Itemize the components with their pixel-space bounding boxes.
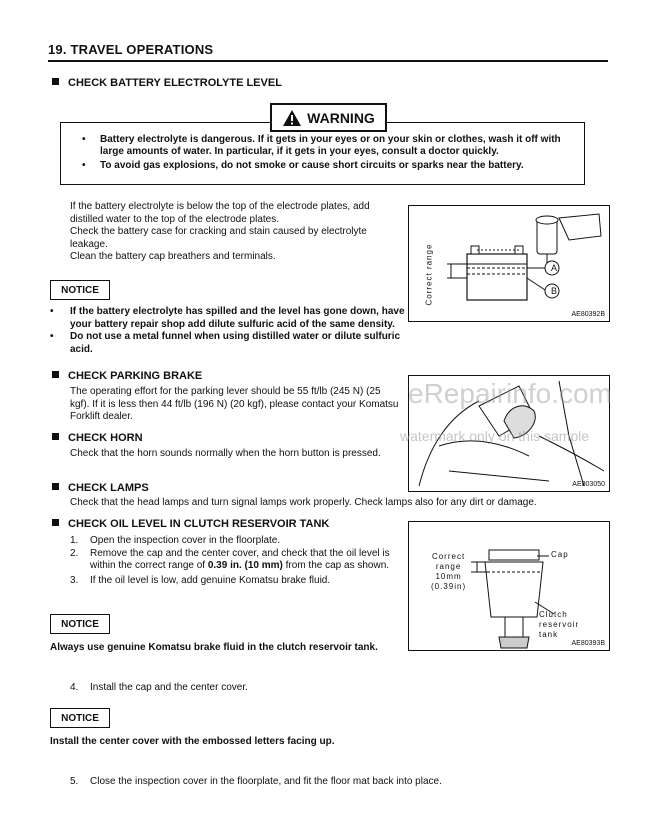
step-item: 1. Open the inspection cover in the floorplate.	[70, 535, 281, 546]
step-item: 2. Remove the cap and the center cover, and check that the oil level is within the correct range of 0.39 in. (10 mm) from the cap as shown.	[70, 547, 390, 571]
warning-label	[270, 103, 387, 132]
step-item: 5. Close the inspection cover in the floorplate, and fit the floor mat back into place.	[70, 775, 442, 787]
square-bullet-icon	[52, 519, 59, 526]
notice-item: • If the battery electrolyte has spilled and the level has gone down, have your battery repair shop add dilute sulfuric acid of the same density.	[50, 306, 405, 330]
notice-label: NOTICE	[50, 280, 110, 300]
square-bullet-icon	[52, 483, 59, 490]
heading-clutch-text: CHECK OIL LEVEL IN CLUTCH RESERVOIR TANK	[68, 518, 330, 530]
heading-clutch	[52, 518, 329, 530]
step-item: 4. Install the cap and the center cover.	[70, 682, 248, 693]
heading-parking-text: CHECK PARKING BRAKE	[68, 370, 203, 382]
paragraph: If the battery electrolyte is below the top of the electrode plates, add distilled water to the top of the electrode plates.	[70, 201, 370, 225]
notice-text: Always use genuine Komatsu brake fluid in the clutch reservoir tank.	[50, 642, 378, 653]
battery-illustration	[409, 206, 609, 321]
parking-text: The operating effort for the parking lever should be 55 ft/lb (245 N) (25 kgf). If it is less then 44 ft/lb (196 N) (20 kgf), please contact your Komatsu Forklift dealer.	[70, 386, 399, 422]
heading-battery-text: CHECK BATTERY ELECTROLYTE LEVEL	[68, 77, 282, 89]
lamps-text: Check that the head lamps and turn signal lamps work properly. Check lamps also for any dirt or damage.	[70, 497, 537, 508]
figure-code: AE80393B	[571, 640, 605, 647]
battery-figure	[408, 205, 610, 322]
watermark-main: eRepairinfo.com	[408, 378, 612, 409]
tank-label: Clutch reservoir tank	[539, 610, 580, 639]
warning-list	[82, 134, 578, 174]
correct-range-label: Correct range 10mm (0.39in)	[431, 552, 467, 591]
battery-notice-list	[50, 306, 405, 356]
warning-item: • To avoid gas explosions, do not smoke or cause short circuits or sparks near the battery.	[82, 160, 578, 172]
figure-code: AE803050	[572, 481, 605, 488]
notice-label: NOTICE	[50, 708, 110, 728]
heading-battery	[52, 77, 282, 89]
notice-text: Install the center cover with the embossed letters facing up.	[50, 736, 335, 747]
clutch-steps	[70, 535, 402, 587]
heading-parking	[52, 370, 202, 382]
heading-lamps-text: CHECK LAMPS	[68, 482, 149, 494]
warning-triangle-icon	[282, 109, 302, 127]
heading-lamps	[52, 482, 149, 494]
callout-b: B	[551, 286, 558, 296]
heading-horn	[52, 432, 143, 444]
warning-label-text: WARNING	[307, 109, 375, 126]
step-item: 3. If the oil level is low, add genuine Komatsu brake fluid.	[70, 574, 331, 586]
cap-label: Cap	[551, 550, 569, 559]
section-title: 19. TRAVEL OPERATIONS	[48, 42, 214, 57]
paragraph: Clean the battery cap breathers and terminals.	[70, 251, 276, 262]
callout-a: A	[551, 263, 558, 273]
square-bullet-icon	[52, 78, 59, 85]
clutch-figure	[408, 521, 610, 651]
battery-paragraphs	[70, 201, 402, 264]
watermark-sub: watermark only on this sample	[400, 428, 590, 444]
square-bullet-icon	[52, 371, 59, 378]
notice-label: NOTICE	[50, 614, 110, 634]
figure-code: AE80392B	[571, 311, 605, 318]
notice-item: • Do not use a metal funnel when using distilled water or dilute sulfuric acid.	[50, 331, 401, 355]
heading-horn-text: CHECK HORN	[68, 432, 143, 444]
square-bullet-icon	[52, 433, 59, 440]
correct-range-label: Correct range	[424, 243, 434, 306]
warning-item: • Battery electrolyte is dangerous. If it gets in your eyes or on your skin or clothes, wash it off with large amounts of water. In particular, if it gets in your eyes, consult a doctor quickly.	[82, 134, 578, 158]
title-rule	[48, 60, 608, 62]
horn-text: Check that the horn sounds normally when the horn button is pressed.	[70, 448, 381, 459]
paragraph: Check the battery case for cracking and stain caused by electrolyte leakage.	[70, 226, 367, 250]
